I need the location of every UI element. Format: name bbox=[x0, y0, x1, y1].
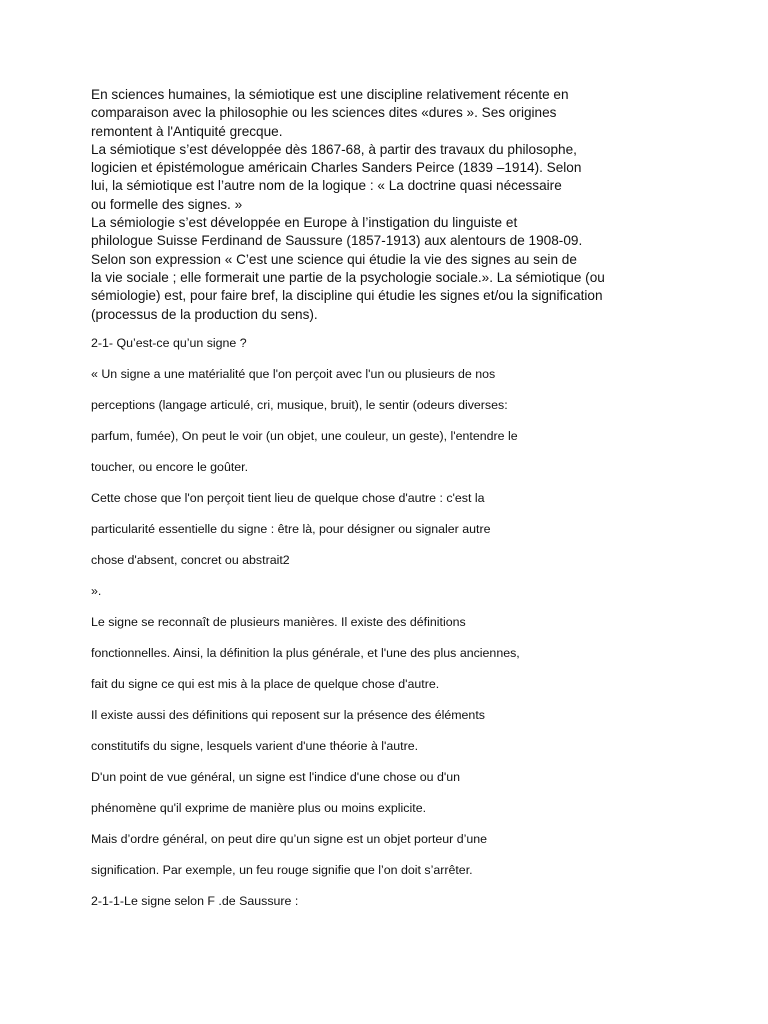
body-line: constitutifs du signe, lesquels varient d'une théorie à l'autre. bbox=[91, 739, 419, 753]
intro-line: La sémiologie s’est développée en Europe à l’instigation du linguiste et bbox=[91, 215, 518, 231]
body-line: perceptions (langage articulé, cri, musique, bruit), le sentir (odeurs diverses: bbox=[91, 398, 508, 412]
body-line: Mais d’ordre général, on peut dire qu’un signe est un objet porteur d’une bbox=[91, 832, 488, 846]
intro-line: philologue Suisse Ferdinand de Saussure (1857-1913) aux alentours de 1908-09. bbox=[91, 233, 583, 249]
intro-line: La sémiotique s’est développée dès 1867-68, à partir des travaux du philosophe, bbox=[91, 141, 577, 157]
body-line: fait du signe ce qui est mis à la place de quelque chose d'autre. bbox=[91, 677, 440, 691]
body-line: signification. Par exemple, un feu rouge signifie que l’on doit s’arrêter. bbox=[91, 863, 473, 877]
intro-line: lui, la sémiotique est l’autre nom de la logique : « La doctrine quasi nécessaire bbox=[91, 178, 562, 194]
body-line: chose d'absent, concret ou abstrait2 bbox=[91, 553, 290, 567]
intro-line: la vie sociale ; elle formerait une partie de la psychologie sociale.». La sémiotique (ou bbox=[91, 269, 605, 285]
subsection-heading: 2-1-1-Le signe selon F .de Saussure : bbox=[91, 894, 299, 908]
body-line: fonctionnelles. Ainsi, la définition la plus générale, et l'une des plus anciennes, bbox=[91, 646, 520, 660]
intro-line: comparaison avec la philosophie ou les sciences dites «dures ». Ses origines bbox=[91, 105, 557, 121]
intro-line: sémiologie) est, pour faire bref, la discipline qui étudie les signes et/ou la signification bbox=[91, 288, 603, 304]
intro-line: En sciences humaines, la sémiotique est une discipline relativement récente en bbox=[91, 87, 569, 102]
body-line: Il existe aussi des définitions qui reposent sur la présence des éléments bbox=[91, 708, 485, 722]
body-line: ». bbox=[91, 584, 102, 598]
section-heading: 2-1- Qu’est-ce qu’un signe ? bbox=[91, 336, 247, 350]
body-line: D'un point de vue général, un signe est l'indice d'une chose ou d'un bbox=[91, 770, 461, 784]
intro-line: Selon son expression « C’est une science qui étudie la vie des signes au sein de bbox=[91, 251, 577, 267]
intro-line: remontent à l'Antiquité grecque. bbox=[91, 123, 283, 139]
body-line: toucher, ou encore le goûter. bbox=[91, 460, 249, 474]
intro-line: (processus de la production du sens). bbox=[91, 306, 318, 322]
body-line: parfum, fumée), On peut le voir (un objet, une couleur, un geste), l'entendre le bbox=[91, 429, 518, 443]
body-line: Cette chose que l'on perçoit tient lieu de quelque chose d'autre : c'est la bbox=[91, 491, 485, 505]
body-line: « Un signe a une matérialité que l'on perçoit avec l'un ou plusieurs de nos bbox=[91, 367, 496, 381]
intro-line: ou formelle des signes. » bbox=[91, 196, 243, 212]
body-line: phénomène qu'il exprime de manière plus ou moins explicite. bbox=[91, 801, 427, 815]
intro-line: logicien et épistémologue américain Charles Sanders Peirce (1839 –1914). Selon bbox=[91, 160, 582, 176]
body-line: particularité essentielle du signe : être là, pour désigner ou signaler autre bbox=[91, 522, 491, 536]
body-line: Le signe se reconnaît de plusieurs manières. Il existe des définitions bbox=[91, 615, 466, 629]
intro-paragraphs bbox=[91, 86, 691, 324]
